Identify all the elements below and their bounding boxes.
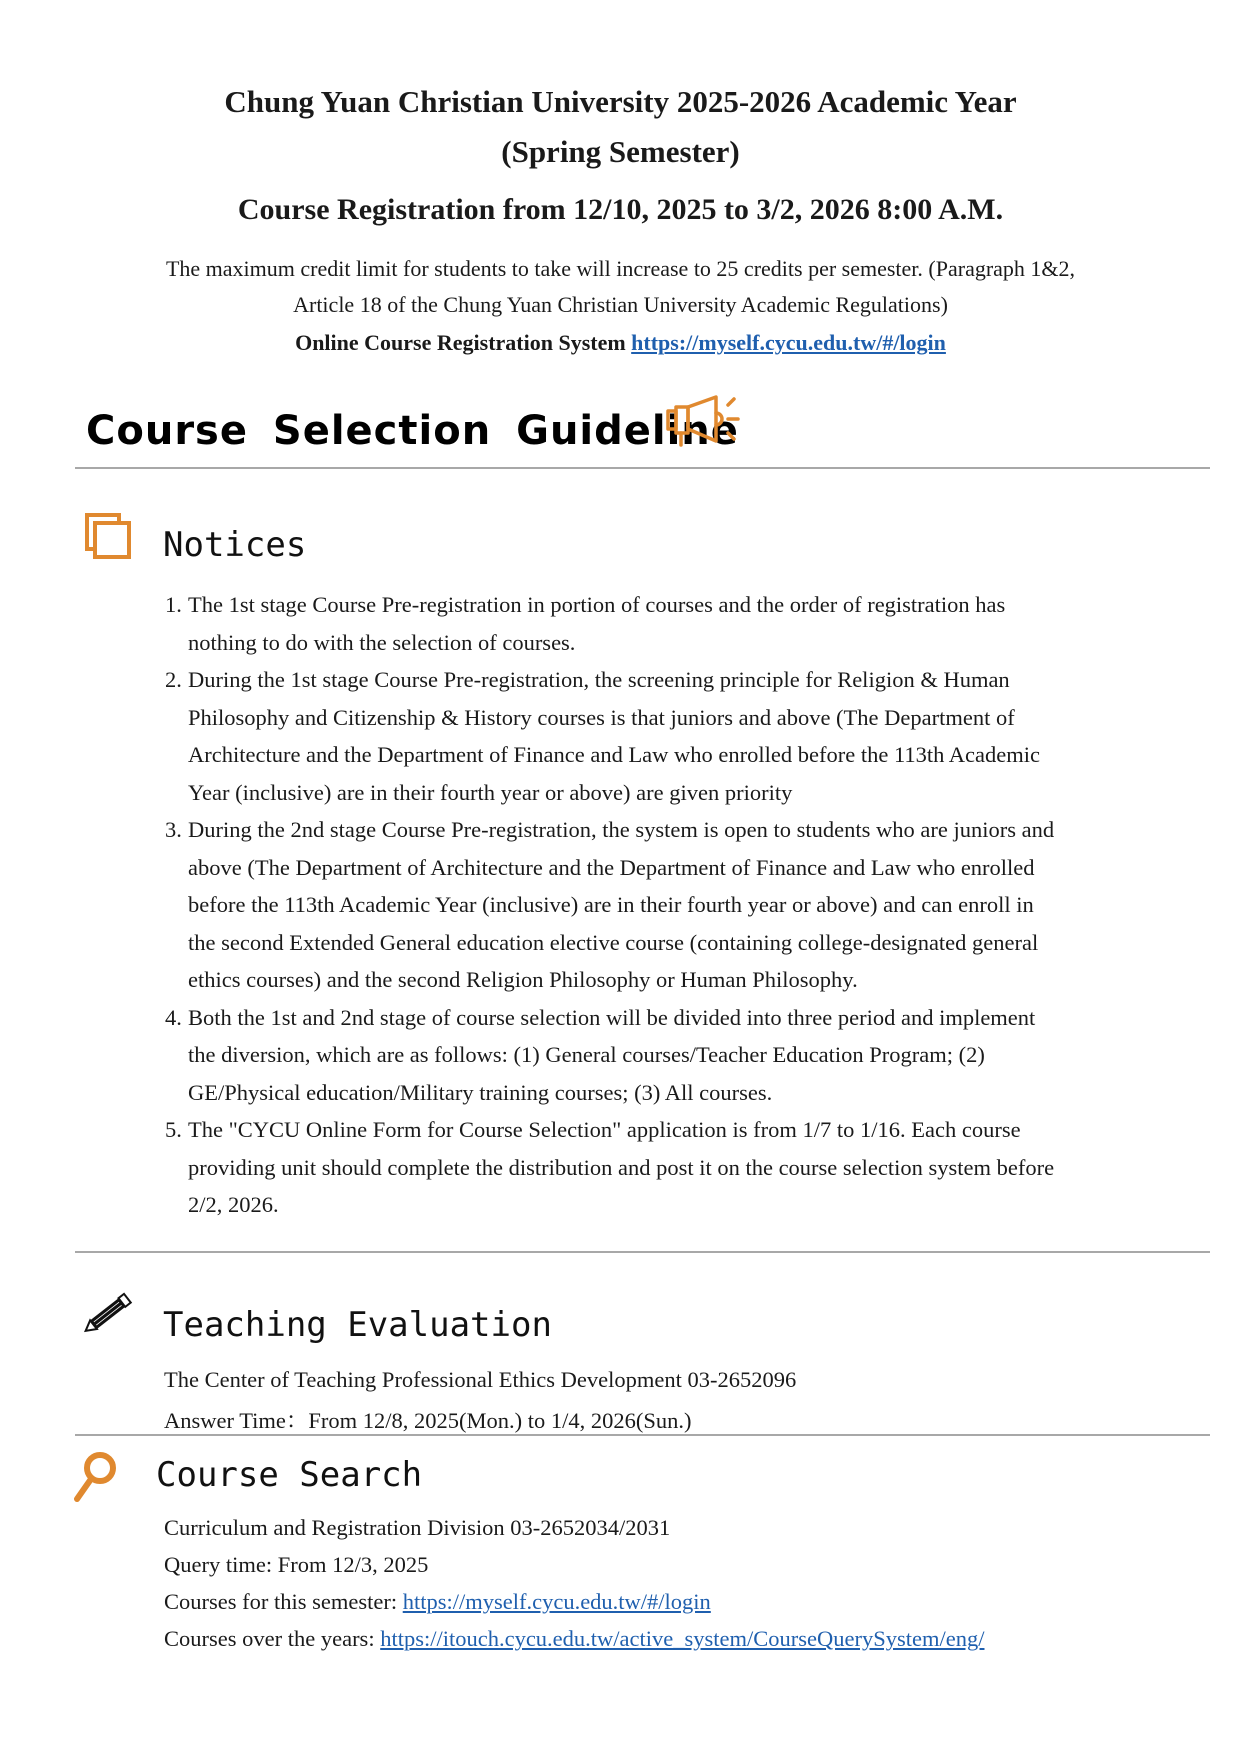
credit-limit-line2: Article 18 of the Chung Yuan Christian University Academic Regulations) (293, 292, 948, 317)
notice-item: 5. The "CYCU Online Form for Course Selection" application is from 1/7 to 1/16. Each course providing unit should complete the distribution and post it on the course selection system before 2/2, 2026. (165, 1117, 1055, 1217)
sound-wave-top (728, 399, 734, 405)
magnifier-icon (72, 1450, 120, 1504)
notices-title: Notices (163, 525, 307, 565)
document-title-line1: Chung Yuan Christian University 2025-2026 Academic Year (224, 84, 1017, 119)
notices-list (165, 586, 1165, 1224)
registration-system-link[interactable]: https://myself.cycu.edu.tw/#/login (631, 330, 946, 355)
teaching-evaluation-contact: The Center of Teaching Professional Ethics Development 03-2652096 (164, 1367, 797, 1392)
credit-limit-line1: The maximum credit limit for students to take will increase to 25 credits per semester. (Paragraph 1&2, (165, 256, 1076, 281)
course-search-query-time: Query time: From 12/3, 2025 (164, 1552, 429, 1577)
course-search-contact: Curriculum and Registration Division 03-2652034/2031 (164, 1515, 671, 1540)
courses-this-semester-link[interactable]: https://myself.cycu.edu.tw/#/login (402, 1589, 711, 1614)
course-search-title: Course Search (156, 1455, 423, 1495)
sound-wave-bottom (728, 433, 734, 439)
courses-over-years-label: Courses over the years: (164, 1626, 375, 1651)
courses-over-years-link[interactable]: https://itouch.cycu.edu.tw/active_system/CourseQuerySystem/eng/ (380, 1626, 985, 1651)
registration-system-line (0, 330, 1241, 356)
notice-item: 2. During the 1st stage Course Pre-registration, the screening principle for Religion & Human Philosophy and Citizenship & History courses is that juniors and above (The Department of Architecture and the Department of Finance and Law who enrolled before the 113th Academic Year (inclusive) are in their fourth year or above) are given priority (165, 667, 1040, 805)
divider (75, 1434, 1210, 1436)
registration-period: Course Registration from 12/10, 2025 to 3/2, 2026 8:00 A.M. (237, 193, 1004, 226)
megaphone-cone (688, 397, 716, 441)
courses-this-semester (164, 1589, 711, 1615)
pencil-icon (80, 1290, 136, 1338)
guideline-title: Course Selection Guideline (86, 408, 739, 454)
courses-over-years (164, 1626, 984, 1652)
copy-icon (84, 512, 132, 560)
teaching-evaluation-answer-time: Answer Time：From 12/8, 2025(Mon.) to 1/4, 2026(Sun.) (164, 1408, 692, 1433)
notice-item: 4. Both the 1st and 2nd stage of course selection will be divided into three period and implement the diversion, which are as follows: (1) General courses/Teacher Education Program; (2) GE/Physical education/Military training courses; (3) All courses. (165, 1004, 1036, 1105)
document-title-line2: (Spring Semester) (501, 134, 740, 169)
registration-system-label: Online Course Registration System (295, 330, 626, 355)
courses-this-semester-label: Courses for this semester: (164, 1589, 398, 1614)
divider (75, 467, 1210, 469)
megaphone-icon (664, 393, 748, 451)
megaphone-body (676, 407, 688, 433)
divider (75, 1251, 1210, 1253)
teaching-evaluation-title: Teaching Evaluation (163, 1305, 552, 1345)
notice-item: 3. During the 2nd stage Course Pre-registration, the system is open to students who are juniors and above (The Department of Architecture and the Department of Finance and Law who enrolled before the 113th Academic Year (inclusive) are in their fourth year or above) and can enroll in the second Extended General education elective course (containing college-designated general ethics courses) and the second Religion Philosophy or Human Philosophy. (165, 817, 1055, 992)
notice-item: 1. The 1st stage Course Pre-registration in portion of courses and the order of registration has nothing to do with the selection of courses. (165, 592, 1006, 655)
